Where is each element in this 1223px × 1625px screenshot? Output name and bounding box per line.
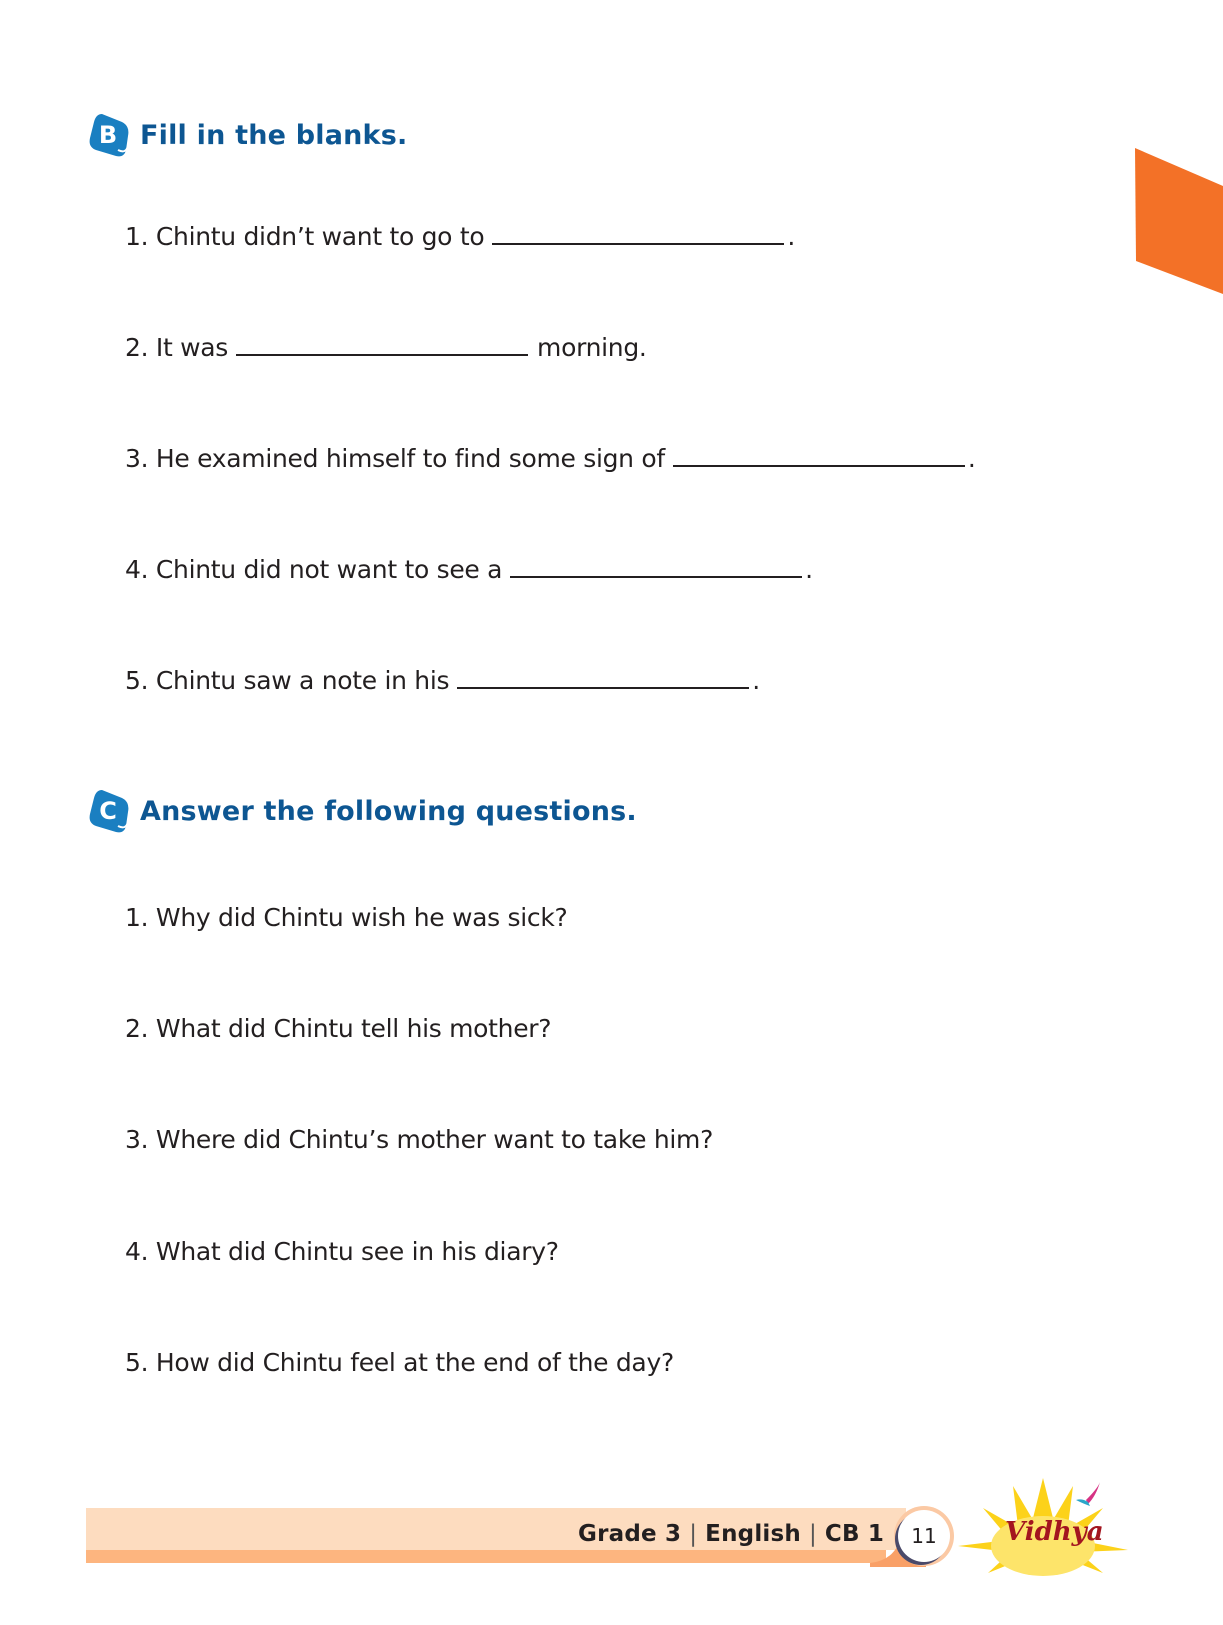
answer-blank[interactable] <box>510 575 802 578</box>
fill-blank-item-1 <box>125 222 795 252</box>
fill-blank-end: . <box>967 444 976 473</box>
fill-blank-text: 2. It was <box>125 333 229 362</box>
fill-blank-end: . <box>805 555 813 584</box>
vidhya-logo-text: Vidhya <box>1005 1517 1104 1547</box>
fill-blank-end: . <box>752 666 760 695</box>
footer-stripe <box>86 1550 886 1563</box>
section-c-letter: C <box>99 797 117 825</box>
answer-blank[interactable] <box>236 353 528 356</box>
section-c-heading <box>88 788 637 834</box>
question-item-2: 2. What did Chintu tell his mother? <box>125 1014 552 1043</box>
section-b-heading <box>88 112 407 158</box>
section-b-badge-icon <box>88 112 132 158</box>
footer-course-info <box>578 1521 884 1547</box>
footer-separator: | <box>689 1521 698 1547</box>
section-b-title: Fill in the blanks. <box>140 119 408 151</box>
section-c-badge-icon <box>88 788 132 834</box>
fill-blank-item-4 <box>125 555 813 585</box>
fill-blank-text: 4. Chintu did not want to see a <box>125 555 503 584</box>
footer-book: CB 1 <box>824 1521 885 1547</box>
fill-blank-text: 3. He examined himself to find some sign of <box>125 444 665 473</box>
footer-separator: | <box>808 1521 817 1547</box>
section-b-letter: B <box>98 121 118 149</box>
fill-blank-item-5 <box>125 666 760 696</box>
fill-blank-text: 5. Chintu saw a note in his <box>125 666 450 695</box>
footer-grade: Grade 3 <box>578 1521 682 1547</box>
footer-subject: English <box>705 1521 801 1547</box>
fill-blank-end: morning. <box>537 333 647 362</box>
page-number: 11 <box>911 1524 937 1548</box>
orange-corner-tab <box>0 0 1223 320</box>
answer-blank[interactable] <box>457 686 749 689</box>
page-number-badge <box>898 1510 950 1562</box>
fill-blank-item-2 <box>125 333 647 363</box>
section-c-title: Answer the following questions. <box>140 795 637 827</box>
question-item-5: 5. How did Chintu feel at the end of the day? <box>125 1348 674 1377</box>
fill-blank-end: . <box>787 222 795 251</box>
answer-blank[interactable] <box>673 464 965 467</box>
question-item-4: 4. What did Chintu see in his diary? <box>125 1237 559 1266</box>
question-item-1: 1. Why did Chintu wish he was sick? <box>125 903 568 932</box>
fill-blank-text: 1. Chintu didn’t want to go to <box>125 222 485 251</box>
answer-blank[interactable] <box>492 242 784 245</box>
question-item-3: 3. Where did Chintu’s mother want to take him? <box>125 1125 714 1154</box>
fill-blank-item-3 <box>125 444 976 474</box>
